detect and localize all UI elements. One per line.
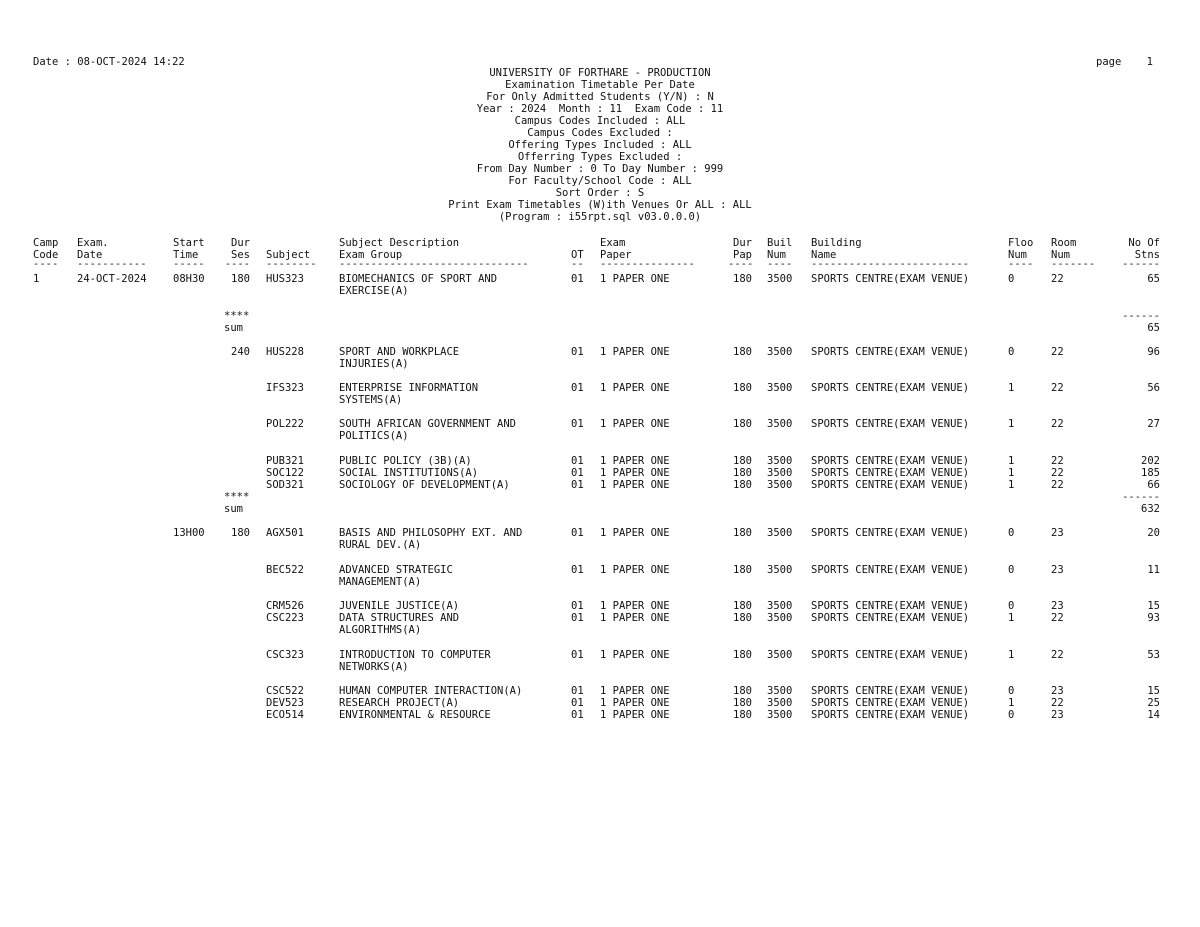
cell-durp: 180 [733, 649, 752, 661]
cell-buil: 3500 [767, 418, 793, 430]
cell-desc: ADVANCED STRATEGIC [339, 564, 453, 576]
cell-desc-line2: INJURIES(A) [339, 358, 409, 370]
cell-desc-line2: NETWORKS(A) [339, 661, 409, 673]
header-line: Campus Codes Excluded : [527, 127, 673, 139]
column-header-stns: Stns [1134, 249, 1160, 261]
cell-stns: 15 [1147, 685, 1160, 697]
cell-desc: JUVENILE JUSTICE(A) [339, 600, 460, 612]
column-header-bname: Building [811, 237, 862, 249]
cell-buil: 3500 [767, 709, 793, 721]
cell-subj: ECO514 [266, 709, 304, 721]
header-line: From Day Number : 0 To Day Number : 999 [476, 163, 724, 175]
cell-durp: 180 [733, 479, 752, 491]
sum-value: 65 [1147, 322, 1160, 334]
cell-subj: CRM526 [266, 600, 304, 612]
cell-floo: 0 [1008, 600, 1015, 612]
cell-subj: BEC522 [266, 564, 304, 576]
column-header-paper: Exam [600, 237, 626, 249]
cell-floo: 0 [1008, 685, 1015, 697]
cell-ot: 01 [571, 467, 584, 479]
cell-room: 22 [1051, 455, 1064, 467]
cell-durp: 180 [733, 564, 752, 576]
column-header-bname: ------------------------- [811, 258, 970, 270]
cell-floo: 1 [1008, 479, 1015, 491]
cell-desc: SOCIAL INSTITUTIONS(A) [339, 467, 479, 479]
column-header-start: Time [173, 249, 199, 261]
cell-paper: 1 PAPER ONE [600, 612, 670, 624]
cell-subj: AGX501 [266, 527, 304, 539]
cell-start: 13H00 [173, 527, 205, 539]
cell-ot: 01 [571, 455, 584, 467]
cell-paper: 1 PAPER ONE [600, 346, 670, 358]
cell-durp: 180 [733, 418, 752, 430]
cell-stns: 14 [1147, 709, 1160, 721]
cell-ot: 01 [571, 649, 584, 661]
cell-paper: 1 PAPER ONE [600, 527, 670, 539]
cell-buil: 3500 [767, 600, 793, 612]
cell-desc-line2: ALGORITHMS(A) [339, 624, 422, 636]
header-line: For Faculty/School Code : ALL [508, 175, 692, 187]
cell-subj: HUS228 [266, 346, 304, 358]
column-header-durp: ---- [728, 258, 754, 270]
sum-value: 632 [1141, 503, 1160, 515]
cell-buil: 3500 [767, 479, 793, 491]
column-header-camp: Code [33, 249, 59, 261]
column-header-dur: ---- [224, 258, 250, 270]
cell-floo: 1 [1008, 382, 1015, 394]
cell-desc: ENVIRONMENTAL & RESOURCE [339, 709, 491, 721]
cell-durp: 180 [733, 455, 752, 467]
cell-room: 23 [1051, 685, 1064, 697]
cell-subj: SOC122 [266, 467, 304, 479]
cell-ot: 01 [571, 418, 584, 430]
column-header-buil: Buil [767, 237, 793, 249]
cell-stns: 202 [1141, 455, 1160, 467]
header-line: Offerring Types Excluded : [517, 151, 683, 163]
cell-dur: 240 [231, 346, 250, 358]
column-header-durp: Dur [733, 237, 752, 249]
cell-buil: 3500 [767, 649, 793, 661]
cell-bname: SPORTS CENTRE(EXAM VENUE) [811, 346, 970, 358]
cell-ot: 01 [571, 612, 584, 624]
cell-floo: 0 [1008, 346, 1015, 358]
cell-stns: 65 [1147, 273, 1160, 285]
cell-room: 22 [1051, 346, 1064, 358]
cell-stns: 93 [1147, 612, 1160, 624]
cell-buil: 3500 [767, 346, 793, 358]
cell-desc: INTRODUCTION TO COMPUTER [339, 649, 491, 661]
column-header-dur: Ses [231, 249, 250, 261]
cell-durp: 180 [733, 382, 752, 394]
cell-room: 22 [1051, 382, 1064, 394]
cell-ot: 01 [571, 564, 584, 576]
column-header-bname: Name [811, 249, 837, 261]
cell-dur: 180 [231, 527, 250, 539]
cell-bname: SPORTS CENTRE(EXAM VENUE) [811, 600, 970, 612]
cell-bname: SPORTS CENTRE(EXAM VENUE) [811, 685, 970, 697]
cell-desc: PUBLIC POLICY (3B)(A) [339, 455, 472, 467]
cell-paper: 1 PAPER ONE [600, 600, 670, 612]
column-header-floo: Floo [1008, 237, 1034, 249]
cell-desc: HUMAN COMPUTER INTERACTION(A) [339, 685, 523, 697]
header-line: Year : 2024 Month : 11 Exam Code : 11 [476, 103, 724, 115]
sum-rule: ------ [1122, 310, 1160, 322]
cell-subj: CSC323 [266, 649, 304, 661]
header-line: Offering Types Included : ALL [508, 139, 692, 151]
column-header-paper: --------------- [600, 258, 695, 270]
cell-desc: RESEARCH PROJECT(A) [339, 697, 460, 709]
column-header-room: ------- [1051, 258, 1096, 270]
cell-buil: 3500 [767, 697, 793, 709]
cell-desc: SPORT AND WORKPLACE [339, 346, 460, 358]
cell-desc-line2: POLITICS(A) [339, 430, 409, 442]
cell-durp: 180 [733, 685, 752, 697]
column-header-desc: Subject Description [339, 237, 460, 249]
cell-bname: SPORTS CENTRE(EXAM VENUE) [811, 612, 970, 624]
cell-ot: 01 [571, 346, 584, 358]
cell-floo: 0 [1008, 709, 1015, 721]
cell-stns: 53 [1147, 649, 1160, 661]
cell-room: 22 [1051, 697, 1064, 709]
cell-camp: 1 [33, 273, 40, 285]
column-header-date: Date [77, 249, 103, 261]
report-header [380, 67, 820, 223]
cell-paper: 1 PAPER ONE [600, 273, 670, 285]
cell-bname: SPORTS CENTRE(EXAM VENUE) [811, 455, 970, 467]
cell-floo: 0 [1008, 273, 1015, 285]
cell-desc-line2: RURAL DEV.(A) [339, 539, 422, 551]
cell-desc: ENTERPRISE INFORMATION [339, 382, 479, 394]
cell-stns: 25 [1147, 697, 1160, 709]
cell-room: 22 [1051, 479, 1064, 491]
cell-date: 24-OCT-2024 [77, 273, 147, 285]
cell-durp: 180 [733, 697, 752, 709]
sum-label: sum [224, 503, 243, 515]
column-header-ot: -- [571, 258, 584, 270]
cell-durp: 180 [733, 612, 752, 624]
cell-floo: 1 [1008, 418, 1015, 430]
cell-floo: 1 [1008, 697, 1015, 709]
cell-bname: SPORTS CENTRE(EXAM VENUE) [811, 273, 970, 285]
group-stars: **** [224, 310, 250, 322]
cell-durp: 180 [733, 600, 752, 612]
cell-floo: 1 [1008, 455, 1015, 467]
column-header-camp: ---- [33, 258, 59, 270]
cell-room: 22 [1051, 467, 1064, 479]
column-header-room: Num [1051, 249, 1070, 261]
cell-desc: DATA STRUCTURES AND [339, 612, 460, 624]
cell-room: 22 [1051, 649, 1064, 661]
column-header-start: Start [173, 237, 205, 249]
header-line: Campus Codes Included : ALL [514, 115, 686, 127]
column-header-dur: Dur [231, 237, 250, 249]
column-header-buil: ---- [767, 258, 793, 270]
cell-room: 23 [1051, 564, 1064, 576]
cell-subj: SOD321 [266, 479, 304, 491]
cell-floo: 0 [1008, 564, 1015, 576]
cell-desc-line2: SYSTEMS(A) [339, 394, 403, 406]
cell-ot: 01 [571, 697, 584, 709]
header-line: Examination Timetable Per Date [505, 79, 695, 91]
cell-desc: SOUTH AFRICAN GOVERNMENT AND [339, 418, 517, 430]
column-header-date: Exam. [77, 237, 109, 249]
column-header-ot: OT [571, 249, 584, 261]
cell-ot: 01 [571, 273, 584, 285]
cell-paper: 1 PAPER ONE [600, 467, 670, 479]
column-header-floo: Num [1008, 249, 1027, 261]
cell-buil: 3500 [767, 273, 793, 285]
sum-rule: ------ [1122, 491, 1160, 503]
cell-stns: 96 [1147, 346, 1160, 358]
cell-room: 23 [1051, 709, 1064, 721]
cell-ot: 01 [571, 382, 584, 394]
cell-bname: SPORTS CENTRE(EXAM VENUE) [811, 467, 970, 479]
column-header-subj: -------- [266, 258, 317, 270]
cell-buil: 3500 [767, 612, 793, 624]
cell-floo: 1 [1008, 612, 1015, 624]
cell-buil: 3500 [767, 382, 793, 394]
cell-subj: CSC522 [266, 685, 304, 697]
cell-room: 22 [1051, 273, 1064, 285]
cell-desc-line2: EXERCISE(A) [339, 285, 409, 297]
column-header-stns: No Of [1128, 237, 1160, 249]
cell-dur: 180 [231, 273, 250, 285]
cell-paper: 1 PAPER ONE [600, 685, 670, 697]
cell-room: 22 [1051, 418, 1064, 430]
cell-floo: 1 [1008, 467, 1015, 479]
cell-bname: SPORTS CENTRE(EXAM VENUE) [811, 649, 970, 661]
report-date: Date : 08-OCT-2024 14:22 [33, 56, 185, 68]
column-header-durp: Pap [733, 249, 752, 261]
cell-floo: 1 [1008, 649, 1015, 661]
column-header-subj: Subject [266, 249, 311, 261]
group-stars: **** [224, 491, 250, 503]
cell-desc: BIOMECHANICS OF SPORT AND [339, 273, 498, 285]
cell-durp: 180 [733, 467, 752, 479]
header-line: Print Exam Timetables (W)ith Venues Or ALL : ALL [448, 199, 752, 211]
cell-start: 08H30 [173, 273, 205, 285]
cell-durp: 180 [733, 273, 752, 285]
cell-desc: SOCIOLOGY OF DEVELOPMENT(A) [339, 479, 510, 491]
cell-stns: 56 [1147, 382, 1160, 394]
cell-subj: POL222 [266, 418, 304, 430]
cell-ot: 01 [571, 709, 584, 721]
cell-paper: 1 PAPER ONE [600, 697, 670, 709]
column-header-date: ----------- [77, 258, 147, 270]
column-header-stns: ------ [1122, 258, 1160, 270]
cell-buil: 3500 [767, 564, 793, 576]
cell-ot: 01 [571, 600, 584, 612]
sum-label: sum [224, 322, 243, 334]
cell-subj: DEV523 [266, 697, 304, 709]
cell-bname: SPORTS CENTRE(EXAM VENUE) [811, 382, 970, 394]
header-line: UNIVERSITY OF FORTHARE - PRODUCTION [489, 67, 711, 79]
cell-durp: 180 [733, 527, 752, 539]
column-header-desc: Exam Group [339, 249, 403, 261]
cell-durp: 180 [733, 709, 752, 721]
cell-bname: SPORTS CENTRE(EXAM VENUE) [811, 709, 970, 721]
column-header-room: Room [1051, 237, 1077, 249]
cell-subj: PUB321 [266, 455, 304, 467]
page-number: page 1 [1096, 56, 1153, 68]
cell-paper: 1 PAPER ONE [600, 564, 670, 576]
header-line: (Program : i55rpt.sql v03.0.0.0) [498, 211, 702, 223]
cell-bname: SPORTS CENTRE(EXAM VENUE) [811, 418, 970, 430]
cell-subj: IFS323 [266, 382, 304, 394]
cell-buil: 3500 [767, 467, 793, 479]
cell-buil: 3500 [767, 685, 793, 697]
cell-room: 23 [1051, 600, 1064, 612]
cell-room: 22 [1051, 612, 1064, 624]
header-line: Sort Order : S [555, 187, 645, 199]
cell-paper: 1 PAPER ONE [600, 649, 670, 661]
cell-stns: 66 [1147, 479, 1160, 491]
cell-paper: 1 PAPER ONE [600, 479, 670, 491]
cell-subj: HUS323 [266, 273, 304, 285]
cell-paper: 1 PAPER ONE [600, 709, 670, 721]
cell-stns: 20 [1147, 527, 1160, 539]
cell-ot: 01 [571, 527, 584, 539]
cell-desc: BASIS AND PHILOSOPHY EXT. AND [339, 527, 523, 539]
cell-subj: CSC223 [266, 612, 304, 624]
cell-paper: 1 PAPER ONE [600, 382, 670, 394]
cell-buil: 3500 [767, 527, 793, 539]
cell-bname: SPORTS CENTRE(EXAM VENUE) [811, 564, 970, 576]
cell-desc-line2: MANAGEMENT(A) [339, 576, 422, 588]
cell-buil: 3500 [767, 455, 793, 467]
cell-stns: 27 [1147, 418, 1160, 430]
cell-stns: 11 [1147, 564, 1160, 576]
column-header-start: ----- [173, 258, 205, 270]
cell-stns: 185 [1141, 467, 1160, 479]
cell-paper: 1 PAPER ONE [600, 455, 670, 467]
cell-durp: 180 [733, 346, 752, 358]
cell-bname: SPORTS CENTRE(EXAM VENUE) [811, 527, 970, 539]
cell-room: 23 [1051, 527, 1064, 539]
header-line: For Only Admitted Students (Y/N) : N [486, 91, 714, 103]
column-header-desc: ------------------------------ [339, 258, 529, 270]
column-header-camp: Camp [33, 237, 59, 249]
cell-paper: 1 PAPER ONE [600, 418, 670, 430]
column-header-floo: ---- [1008, 258, 1034, 270]
column-header-paper: Paper [600, 249, 632, 261]
cell-bname: SPORTS CENTRE(EXAM VENUE) [811, 697, 970, 709]
cell-stns: 15 [1147, 600, 1160, 612]
cell-ot: 01 [571, 479, 584, 491]
cell-ot: 01 [571, 685, 584, 697]
column-header-buil: Num [767, 249, 786, 261]
cell-floo: 0 [1008, 527, 1015, 539]
cell-bname: SPORTS CENTRE(EXAM VENUE) [811, 479, 970, 491]
